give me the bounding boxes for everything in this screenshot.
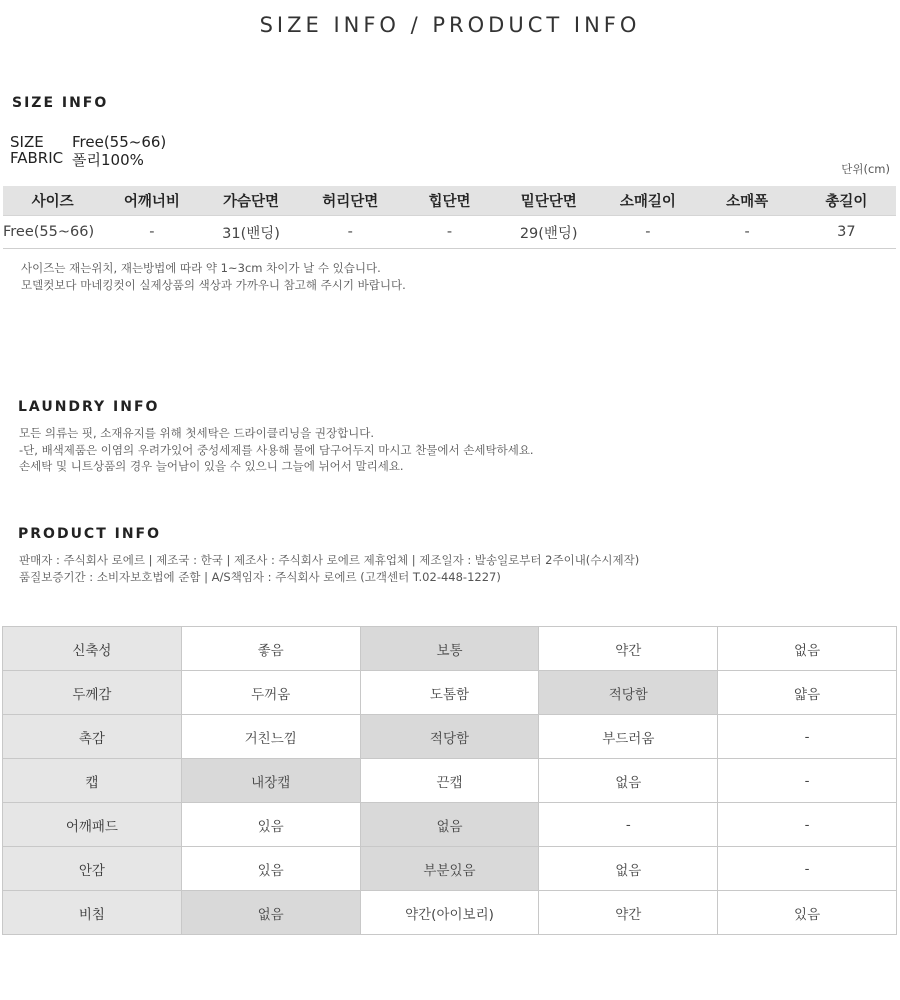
- page-title: SIZE INFO / PRODUCT INFO: [259, 13, 641, 37]
- quality-option: 있음: [181, 803, 360, 847]
- quality-option: 없음: [539, 847, 718, 891]
- quality-label: 어깨패드: [3, 803, 182, 847]
- product-line: 품질보증기간 : 소비자보호법에 준함 | A/S책임자 : 주식회사 로에르 (고객센터 T.02-448-1227): [19, 569, 501, 584]
- quality-row: [3, 627, 897, 671]
- fabric-spec: [10, 149, 144, 170]
- quality-row: [3, 803, 897, 847]
- unit-label: 단위(cm): [841, 162, 890, 176]
- quality-row: [3, 715, 897, 759]
- table-cell: Free(55~66): [3, 224, 95, 240]
- quality-option: 없음: [718, 627, 897, 671]
- quality-option: 두꺼움: [181, 671, 360, 715]
- product-info-title: PRODUCT INFO: [18, 526, 162, 542]
- table-row: [3, 216, 896, 249]
- header-cell: 소매길이: [619, 194, 676, 210]
- quality-label: 신축성: [3, 627, 182, 671]
- header-cell: 사이즈: [31, 194, 74, 210]
- quality-option: 약간(아이보리): [360, 891, 539, 935]
- table-cell: -: [347, 224, 353, 240]
- size-value: Free(55~66): [72, 133, 167, 151]
- laundry-info-title: LAUNDRY INFO: [18, 399, 160, 415]
- quality-option-selected: 부분있음: [360, 847, 539, 891]
- table-cell: -: [744, 224, 750, 240]
- quality-option: -: [718, 715, 897, 759]
- table-cell: 29(밴딩): [519, 225, 578, 242]
- table-cell: -: [645, 224, 651, 240]
- quality-option: 도톰함: [360, 671, 539, 715]
- quality-label: 촉감: [3, 715, 182, 759]
- fabric-value: 폴리100%: [72, 151, 144, 169]
- quality-option: -: [718, 803, 897, 847]
- quality-option-selected: 적당함: [539, 671, 718, 715]
- header-cell: 총길이: [825, 194, 868, 210]
- header-cell: 소매폭: [726, 194, 769, 210]
- quality-option: 약간: [539, 891, 718, 935]
- quality-option-selected: 적당함: [360, 715, 539, 759]
- laundry-line: -단, 배색제품은 이염의 우려가있어 중성세제를 사용해 물에 담구어두지 마시고 찬물에서 손세탁하세요.: [19, 442, 534, 457]
- quality-label: 비침: [3, 891, 182, 935]
- size-info-title: SIZE INFO: [12, 95, 109, 111]
- quality-option: 있음: [718, 891, 897, 935]
- quality-option-selected: 내장캡: [181, 759, 360, 803]
- quality-option: 거친느낌: [181, 715, 360, 759]
- quality-option: 부드러움: [539, 715, 718, 759]
- size-note-line: 사이즈는 재는위치, 재는방법에 따라 약 1~3cm 차이가 날 수 있습니다.: [21, 261, 381, 275]
- quality-option: 약간: [539, 627, 718, 671]
- fabric-key: FABRIC: [10, 149, 64, 167]
- laundry-notes: [19, 425, 534, 475]
- quality-option: 끈캡: [360, 759, 539, 803]
- table-cell: 31(밴딩): [222, 225, 280, 242]
- quality-row: [3, 891, 897, 935]
- table-cell: 37: [837, 224, 856, 240]
- quality-option: 좋음: [181, 627, 360, 671]
- quality-row: [3, 847, 897, 891]
- header-cell: 가슴단면: [223, 194, 280, 210]
- laundry-line: 손세탁 및 니트상품의 경우 늘어남이 있을 수 있으니 그늘에 뉘어서 말리세요.: [19, 459, 404, 473]
- quality-label: 안감: [3, 847, 182, 891]
- quality-row: [3, 671, 897, 715]
- laundry-line: 모든 의류는 핏, 소재유지를 위해 첫세탁은 드라이클리닝을 권장합니다.: [19, 426, 375, 440]
- header-cell: 어깨너비: [123, 194, 180, 210]
- quality-option: 없음: [539, 759, 718, 803]
- header-cell: 밑단단면: [520, 194, 577, 210]
- size-notes: [21, 260, 406, 293]
- quality-option: 얇음: [718, 671, 897, 715]
- quality-option-selected: 없음: [181, 891, 360, 935]
- size-table-header: [3, 186, 896, 216]
- size-key: SIZE: [10, 133, 44, 151]
- quality-row: [3, 759, 897, 803]
- quality-option: -: [718, 847, 897, 891]
- quality-option: -: [539, 803, 718, 847]
- quality-option: -: [718, 759, 897, 803]
- header-cell: 허리단면: [322, 194, 379, 210]
- table-cell: -: [149, 224, 155, 240]
- fabric-quality-table: [2, 626, 897, 935]
- table-cell: -: [446, 224, 453, 240]
- header-cell: 힙단면: [428, 194, 471, 210]
- quality-option-selected: 보통: [360, 627, 539, 671]
- quality-option-selected: 없음: [360, 803, 539, 847]
- quality-label: 캡: [3, 759, 182, 803]
- quality-label: 두께감: [3, 671, 182, 715]
- size-table: [3, 186, 896, 249]
- product-line: 판매자 : 주식회사 로에르 | 제조국 : 한국 | 제조사 : 주식회사 로에르 제휴업체 | 제조일자 : 발송일로부터 2주이내(수시제작): [19, 553, 640, 567]
- size-note-line: 모델컷보다 마네킹컷이 실제상품의 색상과 가까우니 참고해 주시기 바랍니다.: [21, 277, 406, 292]
- quality-option: 있음: [181, 847, 360, 891]
- product-notes: [19, 552, 639, 585]
